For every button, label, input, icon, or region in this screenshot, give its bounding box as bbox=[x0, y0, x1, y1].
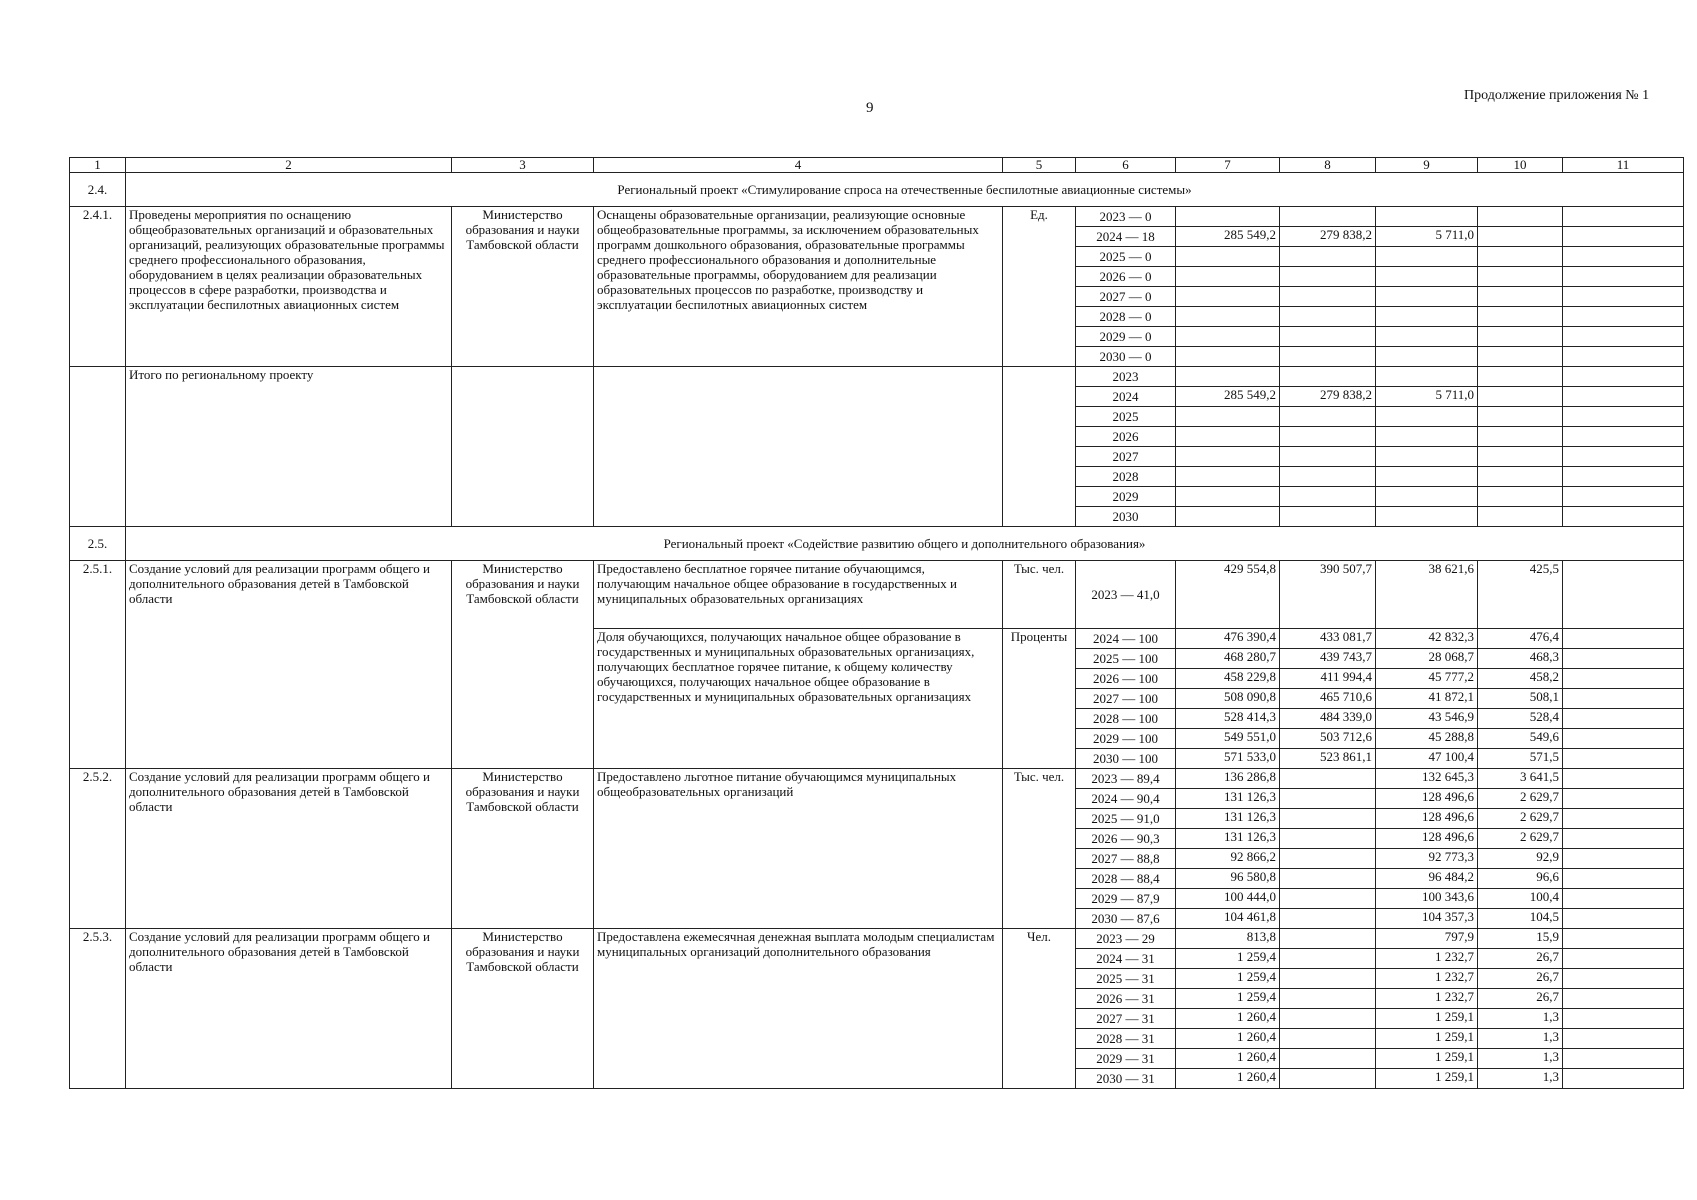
amount-regional-cell: 96 484,2 bbox=[1376, 869, 1478, 889]
amount-federal-cell bbox=[1280, 869, 1376, 889]
year-value-cell: 2030 — 31 bbox=[1076, 1069, 1176, 1089]
result-description: Предоставлена ежемесячная денежная выплата молодым специалистам муниципальных организаций дополнительного образования bbox=[594, 929, 1003, 1089]
amount-regional-cell: 92 773,3 bbox=[1376, 849, 1478, 869]
amount-federal-cell bbox=[1280, 247, 1376, 267]
year-value-cell: 2027 — 0 bbox=[1076, 287, 1176, 307]
executor bbox=[452, 367, 594, 527]
year-value-cell: 2023 — 41,0 bbox=[1076, 561, 1176, 629]
amount-federal-cell bbox=[1280, 447, 1376, 467]
amount-total-cell: 1 259,4 bbox=[1176, 949, 1280, 969]
amount-regional-cell bbox=[1376, 327, 1478, 347]
amount-federal-cell: 279 838,2 bbox=[1280, 387, 1376, 407]
amount-federal-cell: 465 710,6 bbox=[1280, 689, 1376, 709]
amount-total-cell bbox=[1176, 327, 1280, 347]
amount-federal-cell bbox=[1280, 287, 1376, 307]
amount-other-cell bbox=[1563, 789, 1684, 809]
unit: Ед. bbox=[1003, 207, 1076, 367]
year-value-cell: 2026 — 90,3 bbox=[1076, 829, 1176, 849]
amount-total-cell: 104 461,8 bbox=[1176, 909, 1280, 929]
year-value-cell: 2029 — 31 bbox=[1076, 1049, 1176, 1069]
column-header: 9 bbox=[1376, 158, 1478, 173]
amount-total-cell bbox=[1176, 207, 1280, 227]
amount-regional-cell: 47 100,4 bbox=[1376, 749, 1478, 769]
amount-total-cell: 131 126,3 bbox=[1176, 829, 1280, 849]
amount-federal-cell bbox=[1280, 327, 1376, 347]
amount-total-cell: 429 554,8 bbox=[1176, 561, 1280, 629]
column-header: 7 bbox=[1176, 158, 1280, 173]
amount-regional-cell bbox=[1376, 367, 1478, 387]
amount-regional-cell: 1 232,7 bbox=[1376, 969, 1478, 989]
amount-total-cell: 285 549,2 bbox=[1176, 227, 1280, 247]
amount-municipal-cell bbox=[1478, 267, 1563, 287]
amount-federal-cell bbox=[1280, 889, 1376, 909]
amount-federal-cell bbox=[1280, 1049, 1376, 1069]
year-value-cell: 2024 bbox=[1076, 387, 1176, 407]
amount-municipal-cell bbox=[1478, 207, 1563, 227]
amount-federal-cell bbox=[1280, 367, 1376, 387]
column-header: 3 bbox=[452, 158, 594, 173]
year-value-cell: 2030 — 0 bbox=[1076, 347, 1176, 367]
table-row bbox=[70, 367, 1684, 387]
amount-other-cell bbox=[1563, 307, 1684, 327]
amount-other-cell bbox=[1563, 889, 1684, 909]
amount-federal-cell: 433 081,7 bbox=[1280, 629, 1376, 649]
row-number: 2.5.1. bbox=[70, 561, 126, 769]
amount-federal-cell bbox=[1280, 407, 1376, 427]
amount-federal-cell bbox=[1280, 969, 1376, 989]
amount-municipal-cell bbox=[1478, 447, 1563, 467]
executor: Министерство образования и науки Тамбовской области bbox=[452, 769, 594, 929]
amount-total-cell: 285 549,2 bbox=[1176, 387, 1280, 407]
amount-municipal-cell: 100,4 bbox=[1478, 889, 1563, 909]
budget-table bbox=[69, 157, 1684, 1089]
amount-federal-cell bbox=[1280, 829, 1376, 849]
page-number: 9 bbox=[866, 100, 874, 116]
year-value-cell: 2029 — 0 bbox=[1076, 327, 1176, 347]
section-row bbox=[70, 527, 1684, 561]
amount-federal-cell bbox=[1280, 909, 1376, 929]
amount-regional-cell: 128 496,6 bbox=[1376, 829, 1478, 849]
amount-municipal-cell bbox=[1478, 507, 1563, 527]
column-header: 8 bbox=[1280, 158, 1376, 173]
amount-other-cell bbox=[1563, 849, 1684, 869]
amount-other-cell bbox=[1563, 247, 1684, 267]
amount-regional-cell: 5 711,0 bbox=[1376, 387, 1478, 407]
amount-municipal-cell bbox=[1478, 407, 1563, 427]
amount-other-cell bbox=[1563, 427, 1684, 447]
amount-total-cell: 1 259,4 bbox=[1176, 989, 1280, 1009]
amount-municipal-cell: 1,3 bbox=[1478, 1029, 1563, 1049]
amount-total-cell: 1 260,4 bbox=[1176, 1029, 1280, 1049]
measure-name: Итого по региональному проекту bbox=[126, 367, 452, 527]
unit: Чел. bbox=[1003, 929, 1076, 1089]
amount-regional-cell: 45 777,2 bbox=[1376, 669, 1478, 689]
amount-municipal-cell: 92,9 bbox=[1478, 849, 1563, 869]
amount-regional-cell bbox=[1376, 487, 1478, 507]
amount-regional-cell: 38 621,6 bbox=[1376, 561, 1478, 629]
amount-other-cell bbox=[1563, 487, 1684, 507]
year-value-cell: 2029 — 87,9 bbox=[1076, 889, 1176, 909]
executor: Министерство образования и науки Тамбовской области bbox=[452, 929, 594, 1089]
unit: Тыс. чел. bbox=[1003, 769, 1076, 929]
year-value-cell: 2024 — 100 bbox=[1076, 629, 1176, 649]
amount-federal-cell bbox=[1280, 949, 1376, 969]
year-value-cell: 2025 — 100 bbox=[1076, 649, 1176, 669]
year-value-cell: 2028 bbox=[1076, 467, 1176, 487]
amount-total-cell bbox=[1176, 287, 1280, 307]
year-value-cell: 2027 — 100 bbox=[1076, 689, 1176, 709]
amount-municipal-cell bbox=[1478, 287, 1563, 307]
amount-federal-cell bbox=[1280, 207, 1376, 227]
table-row bbox=[70, 207, 1684, 227]
amount-municipal-cell: 508,1 bbox=[1478, 689, 1563, 709]
amount-municipal-cell bbox=[1478, 347, 1563, 367]
year-value-cell: 2024 — 18 bbox=[1076, 227, 1176, 247]
amount-federal-cell bbox=[1280, 267, 1376, 287]
column-header: 11 bbox=[1563, 158, 1684, 173]
amount-other-cell bbox=[1563, 367, 1684, 387]
amount-other-cell bbox=[1563, 829, 1684, 849]
amount-municipal-cell: 104,5 bbox=[1478, 909, 1563, 929]
column-header: 1 bbox=[70, 158, 126, 173]
year-value-cell: 2026 — 0 bbox=[1076, 267, 1176, 287]
amount-federal-cell: 503 712,6 bbox=[1280, 729, 1376, 749]
amount-federal-cell bbox=[1280, 1009, 1376, 1029]
year-value-cell: 2030 — 87,6 bbox=[1076, 909, 1176, 929]
amount-regional-cell: 1 232,7 bbox=[1376, 989, 1478, 1009]
amount-municipal-cell: 26,7 bbox=[1478, 969, 1563, 989]
amount-other-cell bbox=[1563, 929, 1684, 949]
amount-regional-cell: 1 259,1 bbox=[1376, 1009, 1478, 1029]
amount-other-cell bbox=[1563, 769, 1684, 789]
measure-name: Создание условий для реализации программ общего и дополнительного образования детей в Тамбовской области bbox=[126, 561, 452, 769]
amount-municipal-cell: 1,3 bbox=[1478, 1069, 1563, 1089]
row-number: 2.5.3. bbox=[70, 929, 126, 1089]
amount-municipal-cell: 549,6 bbox=[1478, 729, 1563, 749]
year-value-cell: 2026 bbox=[1076, 427, 1176, 447]
amount-federal-cell bbox=[1280, 809, 1376, 829]
amount-other-cell bbox=[1563, 749, 1684, 769]
amount-municipal-cell bbox=[1478, 247, 1563, 267]
amount-total-cell bbox=[1176, 267, 1280, 287]
amount-other-cell bbox=[1563, 649, 1684, 669]
unit: Проценты bbox=[1003, 629, 1076, 769]
section-row bbox=[70, 173, 1684, 207]
year-value-cell: 2030 — 100 bbox=[1076, 749, 1176, 769]
amount-regional-cell bbox=[1376, 407, 1478, 427]
amount-regional-cell: 132 645,3 bbox=[1376, 769, 1478, 789]
amount-regional-cell: 43 546,9 bbox=[1376, 709, 1478, 729]
amount-municipal-cell: 468,3 bbox=[1478, 649, 1563, 669]
amount-total-cell bbox=[1176, 507, 1280, 527]
amount-total-cell bbox=[1176, 467, 1280, 487]
amount-federal-cell bbox=[1280, 929, 1376, 949]
amount-federal-cell bbox=[1280, 769, 1376, 789]
amount-federal-cell: 411 994,4 bbox=[1280, 669, 1376, 689]
amount-federal-cell bbox=[1280, 989, 1376, 1009]
measure-name: Создание условий для реализации программ общего и дополнительного образования детей в Тамбовской области bbox=[126, 929, 452, 1089]
year-value-cell: 2025 — 91,0 bbox=[1076, 809, 1176, 829]
amount-other-cell bbox=[1563, 561, 1684, 629]
column-header: 5 bbox=[1003, 158, 1076, 173]
amount-regional-cell bbox=[1376, 467, 1478, 487]
amount-federal-cell bbox=[1280, 467, 1376, 487]
amount-other-cell bbox=[1563, 989, 1684, 1009]
year-value-cell: 2025 bbox=[1076, 407, 1176, 427]
amount-total-cell: 136 286,8 bbox=[1176, 769, 1280, 789]
amount-municipal-cell: 1,3 bbox=[1478, 1009, 1563, 1029]
measure-name: Создание условий для реализации программ общего и дополнительного образования детей в Тамбовской области bbox=[126, 769, 452, 929]
section-number: 2.5. bbox=[70, 527, 126, 561]
amount-total-cell: 1 260,4 bbox=[1176, 1049, 1280, 1069]
result-description bbox=[594, 367, 1003, 527]
amount-regional-cell: 128 496,6 bbox=[1376, 789, 1478, 809]
amount-federal-cell: 279 838,2 bbox=[1280, 227, 1376, 247]
amount-municipal-cell bbox=[1478, 367, 1563, 387]
amount-federal-cell bbox=[1280, 427, 1376, 447]
year-value-cell: 2029 bbox=[1076, 487, 1176, 507]
row-number: 2.5.2. bbox=[70, 769, 126, 929]
amount-other-cell bbox=[1563, 387, 1684, 407]
amount-regional-cell: 45 288,8 bbox=[1376, 729, 1478, 749]
year-value-cell: 2030 bbox=[1076, 507, 1176, 527]
amount-municipal-cell bbox=[1478, 307, 1563, 327]
amount-total-cell: 508 090,8 bbox=[1176, 689, 1280, 709]
year-value-cell: 2029 — 100 bbox=[1076, 729, 1176, 749]
year-value-cell: 2023 — 29 bbox=[1076, 929, 1176, 949]
amount-regional-cell bbox=[1376, 347, 1478, 367]
amount-total-cell bbox=[1176, 407, 1280, 427]
executor: Министерство образования и науки Тамбовской области bbox=[452, 561, 594, 769]
row-number: 2.4.1. bbox=[70, 207, 126, 367]
executor: Министерство образования и науки Тамбовской области bbox=[452, 207, 594, 367]
amount-municipal-cell: 96,6 bbox=[1478, 869, 1563, 889]
amount-total-cell: 1 260,4 bbox=[1176, 1009, 1280, 1029]
amount-total-cell: 1 260,4 bbox=[1176, 1069, 1280, 1089]
section-title: Региональный проект «Стимулирование спроса на отечественные беспилотные авиационные системы» bbox=[126, 173, 1684, 207]
amount-other-cell bbox=[1563, 729, 1684, 749]
table-row bbox=[70, 929, 1684, 949]
amount-total-cell bbox=[1176, 347, 1280, 367]
amount-regional-cell: 1 259,1 bbox=[1376, 1069, 1478, 1089]
year-value-cell: 2028 — 31 bbox=[1076, 1029, 1176, 1049]
section-title: Региональный проект «Содействие развитию общего и дополнительного образования» bbox=[126, 527, 1684, 561]
section-number: 2.4. bbox=[70, 173, 126, 207]
amount-other-cell bbox=[1563, 227, 1684, 247]
amount-other-cell bbox=[1563, 267, 1684, 287]
year-value-cell: 2024 — 31 bbox=[1076, 949, 1176, 969]
year-value-cell: 2027 — 88,8 bbox=[1076, 849, 1176, 869]
year-value-cell: 2026 — 100 bbox=[1076, 669, 1176, 689]
amount-other-cell bbox=[1563, 949, 1684, 969]
amount-municipal-cell: 26,7 bbox=[1478, 949, 1563, 969]
year-value-cell: 2028 — 100 bbox=[1076, 709, 1176, 729]
column-header: 4 bbox=[594, 158, 1003, 173]
amount-regional-cell: 128 496,6 bbox=[1376, 809, 1478, 829]
amount-total-cell: 468 280,7 bbox=[1176, 649, 1280, 669]
amount-total-cell: 571 533,0 bbox=[1176, 749, 1280, 769]
year-value-cell: 2028 — 88,4 bbox=[1076, 869, 1176, 889]
amount-total-cell: 813,8 bbox=[1176, 929, 1280, 949]
amount-total-cell: 458 229,8 bbox=[1176, 669, 1280, 689]
amount-municipal-cell: 425,5 bbox=[1478, 561, 1563, 629]
result-description: Доля обучающихся, получающих начальное общее образование в государственных и муниципальных образовательных организациях, получающих бесплатное горячее питание, к общему количеству обучающихся, получающих начальное общее образование в государственных и муниципальных образовательных организациях bbox=[594, 629, 1003, 769]
continuation-note: Продолжение приложения № 1 bbox=[1464, 88, 1650, 103]
amount-regional-cell: 41 872,1 bbox=[1376, 689, 1478, 709]
amount-other-cell bbox=[1563, 1049, 1684, 1069]
table-row bbox=[70, 561, 1684, 629]
result-description: Предоставлено бесплатное горячее питание обучающимся, получающим начальное общее образование в государственных и муниципальных образовательных организациях bbox=[594, 561, 1003, 629]
amount-municipal-cell bbox=[1478, 327, 1563, 347]
amount-municipal-cell: 571,5 bbox=[1478, 749, 1563, 769]
amount-other-cell bbox=[1563, 1069, 1684, 1089]
amount-other-cell bbox=[1563, 407, 1684, 427]
amount-total-cell bbox=[1176, 307, 1280, 327]
amount-municipal-cell bbox=[1478, 387, 1563, 407]
amount-municipal-cell bbox=[1478, 467, 1563, 487]
amount-other-cell bbox=[1563, 909, 1684, 929]
amount-total-cell bbox=[1176, 367, 1280, 387]
amount-other-cell bbox=[1563, 669, 1684, 689]
amount-regional-cell: 100 343,6 bbox=[1376, 889, 1478, 909]
amount-total-cell bbox=[1176, 427, 1280, 447]
amount-federal-cell bbox=[1280, 487, 1376, 507]
unit bbox=[1003, 367, 1076, 527]
amount-other-cell bbox=[1563, 869, 1684, 889]
amount-other-cell bbox=[1563, 447, 1684, 467]
amount-federal-cell: 523 861,1 bbox=[1280, 749, 1376, 769]
year-value-cell: 2025 — 31 bbox=[1076, 969, 1176, 989]
amount-regional-cell: 42 832,3 bbox=[1376, 629, 1478, 649]
header-row bbox=[70, 158, 1684, 173]
amount-municipal-cell: 3 641,5 bbox=[1478, 769, 1563, 789]
amount-total-cell: 131 126,3 bbox=[1176, 809, 1280, 829]
amount-federal-cell bbox=[1280, 1029, 1376, 1049]
amount-municipal-cell: 528,4 bbox=[1478, 709, 1563, 729]
amount-other-cell bbox=[1563, 287, 1684, 307]
amount-regional-cell bbox=[1376, 247, 1478, 267]
year-value-cell: 2024 — 90,4 bbox=[1076, 789, 1176, 809]
amount-total-cell bbox=[1176, 247, 1280, 267]
amount-regional-cell bbox=[1376, 267, 1478, 287]
amount-total-cell bbox=[1176, 447, 1280, 467]
amount-regional-cell: 28 068,7 bbox=[1376, 649, 1478, 669]
amount-regional-cell: 1 232,7 bbox=[1376, 949, 1478, 969]
amount-regional-cell bbox=[1376, 427, 1478, 447]
amount-other-cell bbox=[1563, 1009, 1684, 1029]
amount-total-cell: 528 414,3 bbox=[1176, 709, 1280, 729]
amount-regional-cell: 5 711,0 bbox=[1376, 227, 1478, 247]
amount-total-cell: 131 126,3 bbox=[1176, 789, 1280, 809]
amount-federal-cell bbox=[1280, 789, 1376, 809]
year-value-cell: 2023 bbox=[1076, 367, 1176, 387]
amount-total-cell: 476 390,4 bbox=[1176, 629, 1280, 649]
result-description: Предоставлено льготное питание обучающимся муниципальных общеобразовательных организаций bbox=[594, 769, 1003, 929]
year-value-cell: 2027 — 31 bbox=[1076, 1009, 1176, 1029]
amount-federal-cell: 390 507,7 bbox=[1280, 561, 1376, 629]
amount-other-cell bbox=[1563, 629, 1684, 649]
amount-federal-cell bbox=[1280, 507, 1376, 527]
amount-regional-cell bbox=[1376, 207, 1478, 227]
amount-municipal-cell: 2 629,7 bbox=[1478, 829, 1563, 849]
amount-other-cell bbox=[1563, 507, 1684, 527]
measure-name: Проведены мероприятия по оснащению общеобразовательных организаций и образовательных организаций, реализующих образовательные программы среднего профессионального образования, оборудованием в целях реализации образовательных процессов в сфере разработки, производства и эксплуатации беспилотных авиационных систем bbox=[126, 207, 452, 367]
amount-other-cell bbox=[1563, 207, 1684, 227]
amount-regional-cell: 1 259,1 bbox=[1376, 1029, 1478, 1049]
amount-total-cell: 92 866,2 bbox=[1176, 849, 1280, 869]
column-header: 2 bbox=[126, 158, 452, 173]
amount-total-cell bbox=[1176, 487, 1280, 507]
amount-other-cell bbox=[1563, 467, 1684, 487]
amount-federal-cell bbox=[1280, 1069, 1376, 1089]
amount-regional-cell bbox=[1376, 307, 1478, 327]
amount-other-cell bbox=[1563, 969, 1684, 989]
amount-other-cell bbox=[1563, 689, 1684, 709]
amount-municipal-cell bbox=[1478, 227, 1563, 247]
amount-regional-cell: 797,9 bbox=[1376, 929, 1478, 949]
amount-total-cell: 1 259,4 bbox=[1176, 969, 1280, 989]
amount-municipal-cell: 458,2 bbox=[1478, 669, 1563, 689]
amount-federal-cell bbox=[1280, 347, 1376, 367]
row-number bbox=[70, 367, 126, 527]
amount-federal-cell: 484 339,0 bbox=[1280, 709, 1376, 729]
year-value-cell: 2023 — 0 bbox=[1076, 207, 1176, 227]
amount-total-cell: 96 580,8 bbox=[1176, 869, 1280, 889]
amount-municipal-cell bbox=[1478, 487, 1563, 507]
amount-regional-cell bbox=[1376, 287, 1478, 307]
column-header: 10 bbox=[1478, 158, 1563, 173]
amount-regional-cell bbox=[1376, 447, 1478, 467]
amount-other-cell bbox=[1563, 709, 1684, 729]
amount-federal-cell bbox=[1280, 849, 1376, 869]
amount-regional-cell: 1 259,1 bbox=[1376, 1049, 1478, 1069]
amount-other-cell bbox=[1563, 347, 1684, 367]
amount-municipal-cell: 2 629,7 bbox=[1478, 809, 1563, 829]
amount-municipal-cell: 15,9 bbox=[1478, 929, 1563, 949]
amount-federal-cell: 439 743,7 bbox=[1280, 649, 1376, 669]
year-value-cell: 2025 — 0 bbox=[1076, 247, 1176, 267]
amount-other-cell bbox=[1563, 1029, 1684, 1049]
column-header: 6 bbox=[1076, 158, 1176, 173]
amount-other-cell bbox=[1563, 327, 1684, 347]
amount-total-cell: 100 444,0 bbox=[1176, 889, 1280, 909]
result-description: Оснащены образовательные организации, реализующие основные общеобразовательные программы, за исключением образовательных программ дошкольного образования, образовательные программы среднего профессионального образования и дополнительные образовательные программы, оборудованием для реализации образовательных процессов по разработке, производству и эксплуатации беспилотных авиационных систем bbox=[594, 207, 1003, 367]
year-value-cell: 2028 — 0 bbox=[1076, 307, 1176, 327]
amount-municipal-cell: 2 629,7 bbox=[1478, 789, 1563, 809]
amount-total-cell: 549 551,0 bbox=[1176, 729, 1280, 749]
year-value-cell: 2026 — 31 bbox=[1076, 989, 1176, 1009]
amount-federal-cell bbox=[1280, 307, 1376, 327]
year-value-cell: 2023 — 89,4 bbox=[1076, 769, 1176, 789]
amount-municipal-cell: 476,4 bbox=[1478, 629, 1563, 649]
amount-municipal-cell: 26,7 bbox=[1478, 989, 1563, 1009]
table-row bbox=[70, 769, 1684, 789]
amount-regional-cell bbox=[1376, 507, 1478, 527]
amount-municipal-cell: 1,3 bbox=[1478, 1049, 1563, 1069]
amount-other-cell bbox=[1563, 809, 1684, 829]
amount-municipal-cell bbox=[1478, 427, 1563, 447]
amount-regional-cell: 104 357,3 bbox=[1376, 909, 1478, 929]
unit: Тыс. чел. bbox=[1003, 561, 1076, 629]
year-value-cell: 2027 bbox=[1076, 447, 1176, 467]
